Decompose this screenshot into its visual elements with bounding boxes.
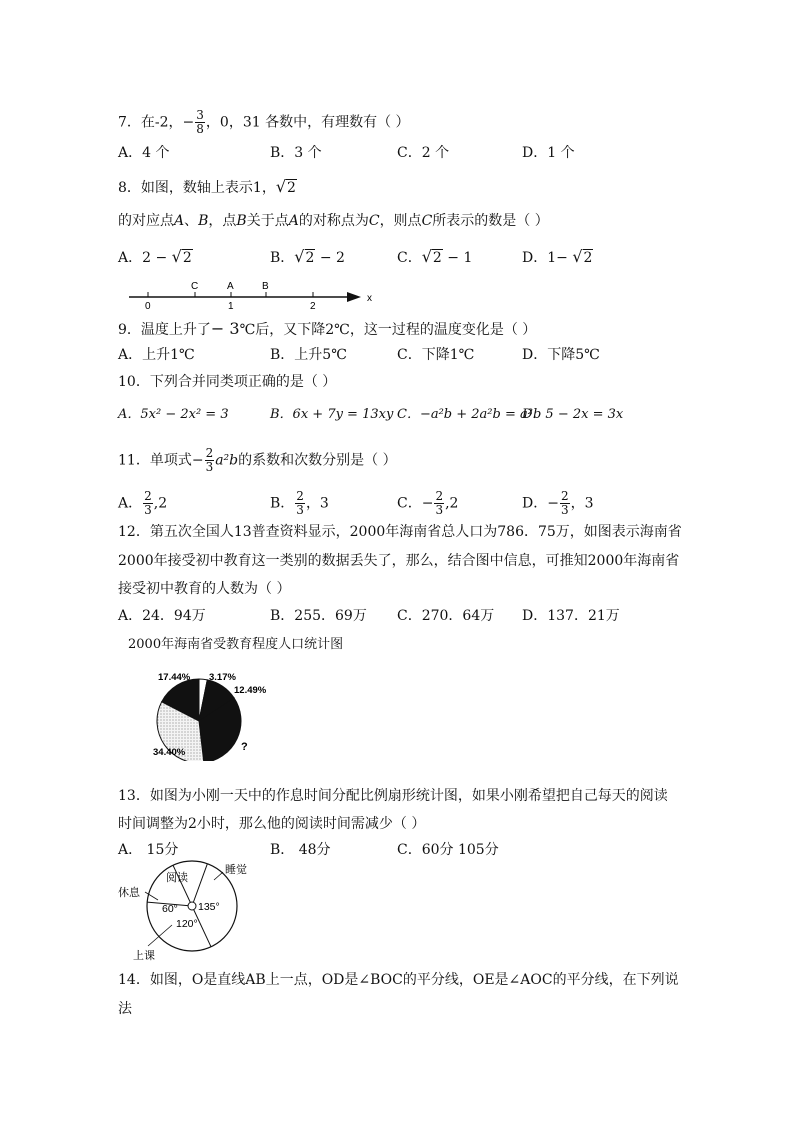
q12-option-b: B．255．69万 — [270, 608, 367, 624]
q8-number-line — [125, 278, 385, 312]
q12-option-c: C．270．64万 — [397, 608, 495, 624]
q8-stem-line1: 8．如图，数轴上表示1，√2 — [118, 177, 296, 196]
tick-label-2: 2 — [310, 301, 316, 312]
q12-stem-line3: 接受初中教育的人数为（ ） — [118, 581, 291, 597]
q7-option-c: C．2 个 — [397, 145, 450, 161]
q12-stem-line2: 2000年接受初中教育这一类别的数据丢失了，那么，结合图中信息，可推知2000年海南省 — [118, 553, 680, 569]
point-b-label: B — [262, 281, 269, 292]
tick-label-1: 1 — [228, 301, 234, 312]
q9-option-c: C．下降1℃ — [397, 347, 475, 363]
q10-option-c: C．−a²b + 2a²b = a²b — [397, 407, 542, 422]
q11-option-d: D．− $\frac{2}{3}$ ，3 — [522, 489, 594, 517]
q13-option-a: A． 15分 — [118, 842, 179, 858]
q9-option-a: A．上升1℃ — [118, 347, 195, 363]
q12-stem-line1: 12．第五次全国人13普查资料显示，2000年海南省总人口为786．75万，如图表示海南省 — [118, 524, 682, 540]
q8-option-b: B．√2 − 2 — [270, 247, 345, 266]
angle-60: 60° — [162, 903, 178, 915]
q10-option-b: B．6x + 7y = 13xy — [270, 407, 394, 422]
q9-option-d: D．下降5℃ — [522, 347, 600, 363]
q10-option-d: D．5 − 2x = 3x — [522, 407, 624, 422]
q12-option-d: D．137．21万 — [522, 608, 620, 624]
q7-fraction: $\frac{3}{8}$ — [196, 108, 204, 136]
q8-option-d: D．1− √2 — [522, 247, 593, 266]
q13-stem-line2: 时间调整为2小时，那么他的阅读时间需减少（ ） — [118, 816, 426, 832]
q13-stem-line1: 13．如图为小刚一天中的作息时间分配比例扇形统计图，如果小刚希望把自己每天的阅读 — [118, 788, 668, 804]
q8-option-c: C．√2 − 1 — [397, 247, 473, 266]
q8-stem-line2: 的对应点A、B，点B关于点A的对称点为C，则点C所表示的数是（ ） — [118, 213, 549, 229]
q9-stem: 9．温度上升了− 3℃后，又下降2℃，这一过程的温度变化是（ ） — [118, 319, 537, 338]
q8-option-a: A．2 − √2 — [118, 247, 192, 266]
q13-option-cd: C．60分 105分 — [397, 842, 499, 858]
q7-stem: 7．在-2，− $\frac{3}{8}$ ，0，31 各数中，有理数有（ ） — [118, 108, 410, 136]
axis-arrow — [347, 292, 361, 302]
angle-135: 135° — [198, 901, 220, 913]
q10-stem: 10．下列合并同类项正确的是（ ） — [118, 374, 337, 390]
q7-option-a: A．4 个 — [118, 145, 170, 161]
q11-option-a: A． $\frac{2}{3}$ ,2 — [118, 489, 168, 517]
q12-pie-chart — [148, 665, 288, 761]
q7-option-d: D．1 个 — [522, 145, 575, 161]
label-class: 上课 — [133, 950, 155, 962]
q12-chart-title: 2000年海南省受教育程度人口统计图 — [128, 637, 344, 652]
leader-class — [148, 925, 172, 946]
q10-option-a: A．5x² − 2x² = 3 — [118, 407, 229, 422]
q11-stem: 11．单项式− $\frac{2}{3}$ a²b的系数和次数分别是（ ） — [118, 446, 397, 474]
point-c-label: C — [191, 281, 199, 292]
label-read: 阅读 — [166, 872, 188, 884]
pie-center — [188, 902, 196, 910]
label-sleep: 睡觉 — [225, 864, 247, 876]
label-rest: 休息 — [118, 887, 140, 899]
radius-sleep-class — [192, 864, 207, 906]
q11-option-b: B． $\frac{2}{3}$ ，3 — [270, 489, 329, 517]
q11-option-c: C．− $\frac{2}{3}$ ,2 — [397, 489, 459, 517]
axis-x-label: x — [367, 293, 372, 304]
q14-stem-line1: 14．如图，O是直线AB上一点，OD是∠BOC的平分线，OE是∠AOC的平分线，在下列说 — [118, 972, 679, 988]
q13-option-b: B． 48分 — [270, 842, 331, 858]
q7-option-b: B．3 个 — [270, 145, 322, 161]
label-unknown: ? — [241, 741, 248, 753]
label-3-17: 3.17% — [209, 672, 236, 683]
q13-pie-chart — [118, 860, 258, 964]
leader-sleep — [214, 872, 223, 880]
tick-label-0: 0 — [145, 301, 151, 312]
label-17-44: 17.44% — [158, 672, 191, 683]
q12-option-a: A．24．94万 — [118, 608, 206, 624]
angle-120: 120° — [176, 918, 198, 930]
q9-option-b: B．上升5℃ — [270, 347, 347, 363]
label-12-49: 12.49% — [234, 685, 267, 696]
label-34-40: 34.40% — [153, 747, 186, 758]
point-a-label: A — [227, 281, 234, 292]
q14-stem-line2: 法 — [118, 1001, 132, 1017]
leader-rest — [145, 892, 158, 900]
